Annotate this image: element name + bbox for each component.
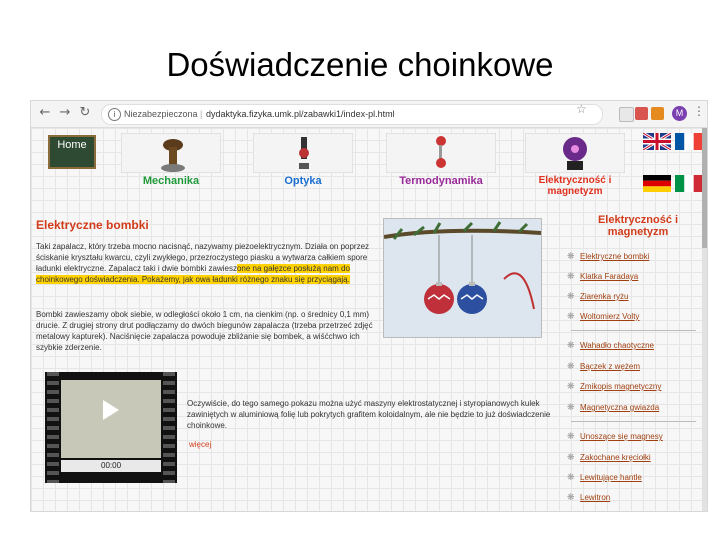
gear-bullet-icon: ❋ bbox=[567, 362, 575, 372]
more-link[interactable]: więcej bbox=[189, 440, 212, 449]
pdf-extension-icon[interactable] bbox=[635, 107, 648, 120]
sidebar-item[interactable]: ❋ Ziarenka ryżu bbox=[567, 292, 629, 302]
film-reel-right bbox=[163, 372, 175, 483]
optics-device-icon bbox=[253, 133, 353, 173]
reload-icon[interactable]: ↻ bbox=[79, 105, 91, 120]
category-mechanika[interactable] bbox=[121, 133, 221, 201]
article-paragraph-1 bbox=[36, 241, 376, 285]
gear-bullet-icon: ❋ bbox=[567, 272, 575, 282]
back-arrow-icon[interactable]: ← bbox=[39, 105, 51, 120]
category-termodynamika[interactable] bbox=[386, 133, 496, 201]
shortcut-extension-icon[interactable] bbox=[651, 107, 664, 120]
gear-bullet-icon: ❋ bbox=[567, 292, 575, 302]
article-title: Elektryczne bombki bbox=[36, 218, 149, 232]
christmas-baubles-photo bbox=[383, 218, 542, 338]
sidebar-item[interactable]: ❋ Lewitron bbox=[567, 493, 611, 503]
category-label: Termodynamika bbox=[399, 175, 483, 187]
web-page bbox=[31, 128, 707, 511]
address-separator: | bbox=[200, 109, 203, 119]
sidebar-item[interactable]: ❋ Magnetyczna gwiazda bbox=[567, 403, 660, 413]
sidebar-item[interactable]: ❋ Woltomierz Volty bbox=[567, 312, 640, 322]
page-scrollbar[interactable] bbox=[702, 128, 707, 511]
category-optyka[interactable] bbox=[253, 133, 353, 201]
sidebar-divider bbox=[571, 421, 696, 422]
sidebar-item[interactable]: ❋ Klatka Faradaya bbox=[567, 272, 639, 282]
sidebar-title: Elektryczność i magnetyzm bbox=[597, 214, 679, 238]
category-elektrycznosc[interactable] bbox=[525, 133, 625, 201]
sidebar-item[interactable]: ❋ Elektryczne bombki bbox=[567, 252, 650, 262]
sidebar-item[interactable]: ❋ Zakochane kręciołki bbox=[567, 453, 651, 463]
category-label: Mechanika bbox=[142, 175, 200, 187]
address-bar[interactable] bbox=[101, 104, 603, 125]
insecure-label: Niezabezpieczona bbox=[124, 109, 198, 119]
video-control-bar[interactable] bbox=[61, 460, 161, 472]
profile-avatar[interactable]: M bbox=[672, 106, 687, 121]
home-button[interactable]: Home bbox=[48, 135, 96, 169]
gear-bullet-icon: ❋ bbox=[567, 453, 575, 463]
gear-bullet-icon: ❋ bbox=[567, 432, 575, 442]
gear-bullet-icon: ❋ bbox=[567, 341, 575, 351]
italy-flag-icon[interactable] bbox=[675, 175, 703, 192]
gear-bullet-icon: ❋ bbox=[567, 252, 575, 262]
menu-kebab-icon[interactable]: ⋮ bbox=[693, 104, 705, 118]
category-label: Optyka bbox=[284, 175, 322, 187]
category-label: Elektryczność i magnetyzm bbox=[538, 175, 612, 197]
sidebar-item[interactable]: ❋ Bączek z wężem bbox=[567, 362, 641, 372]
article-paragraph-2: Bombki zawieszamy obok siebie, w odległości około 1 cm, na cienkim (np. o średnicy 0,1 mm) drucie. Z drugiej strony drut podłączamy do dwóch biegunów zapalacza (trzeba przetrzeć zdjęć metalowy kapturek). Naciśnięcie zapalacza powoduje zbliżanie się bombek, a wiśćchwo ich szybkie zderzenie. bbox=[36, 310, 373, 352]
extension-icon[interactable] bbox=[619, 107, 634, 122]
sidebar-item[interactable]: ❋ Unoszące się magnesy bbox=[567, 432, 663, 442]
sidebar-item[interactable]: ❋ Wahadło chaotyczne bbox=[567, 341, 654, 351]
germany-flag-icon[interactable] bbox=[643, 175, 671, 192]
bookmark-star-icon[interactable]: ☆ bbox=[576, 102, 587, 116]
scrollbar-thumb[interactable] bbox=[702, 128, 707, 248]
video-time: 00:00 bbox=[101, 461, 122, 470]
film-reel-left bbox=[47, 372, 59, 483]
browser-screenshot bbox=[30, 100, 708, 512]
browser-toolbar bbox=[31, 101, 707, 128]
play-icon[interactable] bbox=[103, 400, 119, 420]
uk-flag-icon[interactable] bbox=[643, 133, 671, 150]
info-icon[interactable]: i bbox=[108, 108, 121, 121]
video-player[interactable] bbox=[45, 372, 177, 483]
slide-title: Doświadczenie choinkowe bbox=[166, 46, 554, 83]
gear-bullet-icon: ❋ bbox=[567, 473, 575, 483]
sidebar-item[interactable]: ❋ Lewitujące hantle bbox=[567, 473, 642, 483]
gear-bullet-icon: ❋ bbox=[567, 312, 575, 322]
paragraph-1-text: Taki zapalacz, który trzeba mocno nacisnąć, nazywamy piezoelektrycznym. Działa on poprzez ściskanie kryształu kwarcu, czyli zwykłego, przezroczystego piasku a wytwarza całkiem spore ładunki elektryczne. Zapalacz taki i dwie bombki zawiesz bbox=[36, 242, 370, 273]
plasma-ball-icon bbox=[525, 133, 625, 173]
drinking-bird-icon bbox=[386, 133, 496, 173]
trumpet-icon bbox=[121, 133, 221, 173]
gear-bullet-icon: ❋ bbox=[567, 493, 575, 503]
gear-bullet-icon: ❋ bbox=[567, 382, 575, 392]
forward-arrow-icon[interactable]: → bbox=[59, 105, 71, 120]
sidebar-item[interactable]: ❋ Zmikopis magnetyczny bbox=[567, 382, 662, 392]
article-paragraph-3: Oczywiście, do tego samego pokazu można użyć maszyny elektrostatycznej i styropianowych kulek zawiniętych w aluminiową folię lub pokrytych grafitem koloidalnym, ale nie będzie to już doświadczenie choinkowe. bbox=[187, 399, 551, 430]
france-flag-icon[interactable] bbox=[675, 133, 703, 150]
url-text[interactable]: dydaktyka.fizyka.umk.pl/zabawki1/index-pl.html bbox=[206, 109, 395, 119]
gear-bullet-icon: ❋ bbox=[567, 403, 575, 413]
paragraph-1-highlight: one na gałęzce posłużą nam do choinkowego doświadczenia. Pokażemy, jak owa ładunki różnego znaku się przyciągają. bbox=[36, 264, 350, 284]
sidebar-divider bbox=[571, 330, 696, 331]
